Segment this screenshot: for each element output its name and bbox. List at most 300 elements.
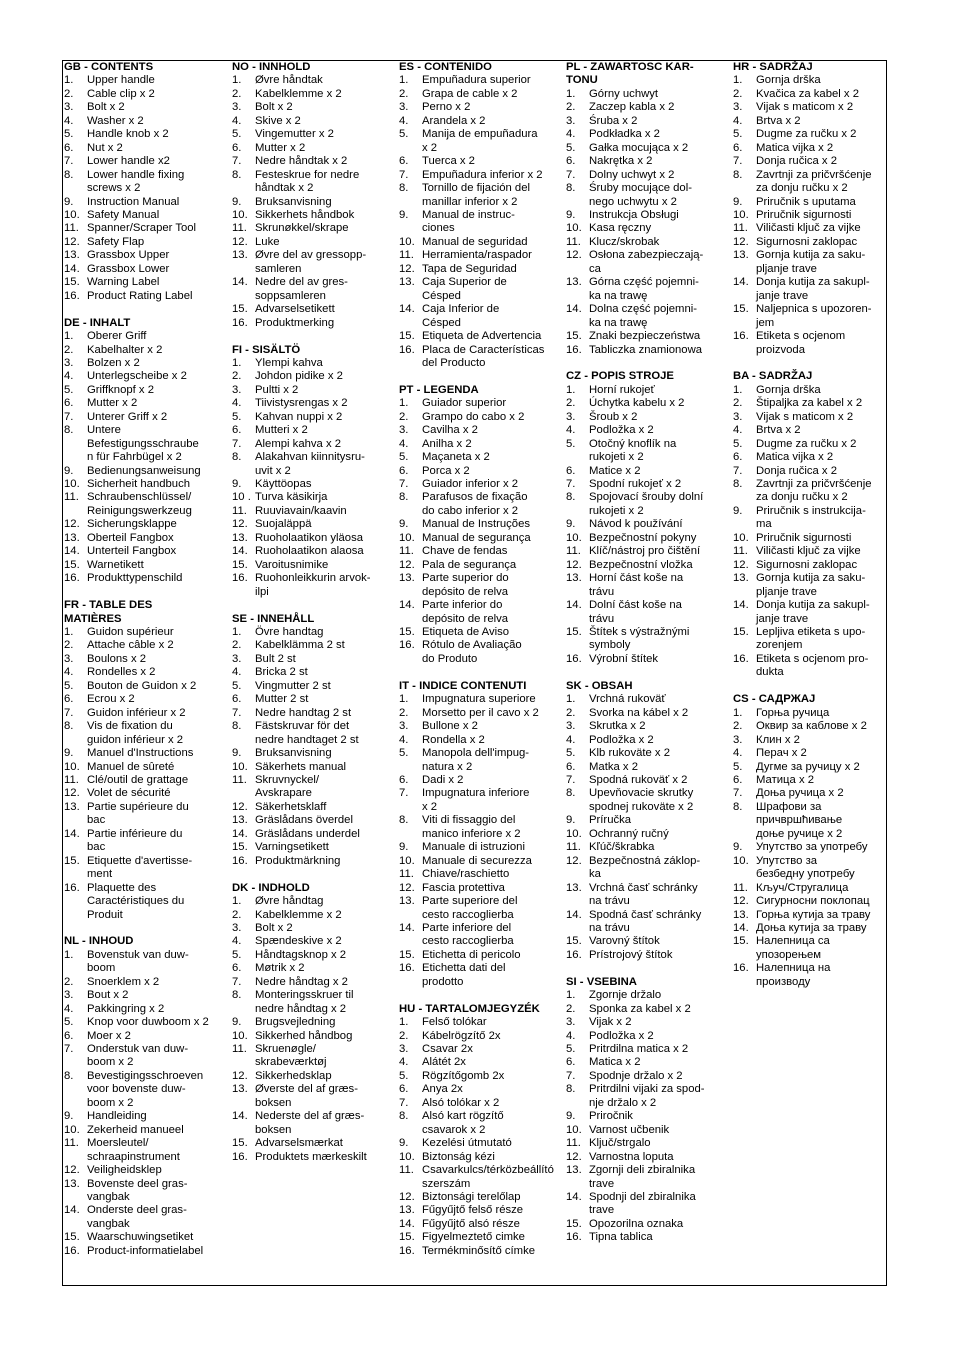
list-item <box>230 1043 392 1070</box>
list-item <box>230 909 392 922</box>
list-item <box>230 774 392 801</box>
list-item <box>564 101 726 114</box>
item-number: 14. <box>399 1217 415 1230</box>
item-number: 4. <box>232 666 242 679</box>
list-item <box>397 1070 559 1083</box>
item-label: Śruby mocujące dol- nego uchwytu x 2 <box>589 182 692 208</box>
list-item <box>62 720 224 747</box>
list-item <box>62 384 224 397</box>
item-number: 4. <box>232 935 242 948</box>
item-label: Spodná časť schránky na trávu <box>589 908 702 934</box>
item-label: Podkładka x 2 <box>589 128 660 141</box>
item-label: Produktets mærkeskilt <box>255 1150 367 1163</box>
item-number: 11. <box>566 235 581 248</box>
item-number: 4. <box>64 666 74 679</box>
list-item <box>397 774 559 787</box>
item-number: 8. <box>399 814 409 827</box>
list-item <box>564 814 726 827</box>
item-label: Vingmutter 2 st <box>255 679 331 692</box>
contents-section <box>564 61 726 357</box>
list-item <box>397 1231 559 1244</box>
item-number: 6. <box>566 1056 576 1069</box>
item-label: Dadi x 2 <box>422 773 464 786</box>
item-number: 12. <box>399 558 415 571</box>
item-number: 9. <box>64 195 74 208</box>
item-number: 15. <box>64 558 80 571</box>
list-item <box>62 1043 224 1070</box>
list-item <box>230 128 392 141</box>
list-item <box>397 1204 559 1217</box>
item-label: Chiave/raschietto <box>422 868 510 881</box>
item-label: Ruohonleikkurin arvok- ilpi <box>255 572 371 598</box>
item-number: 1. <box>399 693 409 706</box>
list-item <box>564 1083 726 1110</box>
item-number: 5. <box>566 1043 576 1056</box>
item-number: 1. <box>64 626 74 638</box>
item-number: 15. <box>566 330 582 343</box>
item-number: 14. <box>64 827 80 840</box>
item-label: Bullone x 2 <box>422 720 478 733</box>
item-label: Viličasti ključ za vijke <box>756 222 861 235</box>
item-number: 14. <box>566 599 582 612</box>
item-number: 3. <box>399 424 409 437</box>
list-item <box>230 855 392 868</box>
item-number: 14. <box>733 276 749 289</box>
list-item <box>62 101 224 114</box>
item-number: 15. <box>399 1231 415 1244</box>
item-label: Dugme za ručku x 2 <box>756 437 857 450</box>
item-number: 5. <box>232 128 242 141</box>
list-item <box>62 478 224 491</box>
item-number: 9. <box>232 195 242 208</box>
item-label: Tuerca x 2 <box>422 155 475 168</box>
list-item <box>397 1083 559 1096</box>
item-label: Övre handtag <box>255 626 324 638</box>
item-number: 1. <box>566 383 576 396</box>
item-label: Górna część pojemni- ka na trawę <box>589 276 699 302</box>
item-label: Alsó kart rögzítő csavarok x 2 <box>422 1110 504 1136</box>
list-item <box>564 1003 726 1016</box>
section-title: HR - SADRŽAJ <box>733 61 813 73</box>
list-item <box>397 1164 559 1191</box>
item-label: Kvačica za kabel x 2 <box>756 87 859 100</box>
item-label: Safety Flap <box>87 235 145 248</box>
item-label: Johdon pidike x 2 <box>255 370 343 383</box>
list-item <box>731 882 893 895</box>
section-title: FR - TABLE DES MATIÈRES <box>64 599 153 625</box>
item-number: 2. <box>232 908 242 921</box>
list-item <box>564 1191 726 1218</box>
list-item <box>62 128 224 141</box>
list-item <box>62 559 224 572</box>
item-number: 6. <box>733 451 743 464</box>
item-label: Warning Label <box>87 276 160 289</box>
item-label: Alsó tolókar x 2 <box>422 1096 500 1109</box>
item-label: Vingemutter x 2 <box>255 128 334 141</box>
item-number: 5. <box>399 128 409 141</box>
list-item <box>62 707 224 720</box>
contents-section <box>564 680 726 963</box>
item-label: Etiketa s ocjenom proizvoda <box>756 330 846 356</box>
item-number: 5. <box>733 437 743 450</box>
list-item <box>564 774 726 787</box>
item-label: Spodní rukojeť x 2 <box>589 478 682 491</box>
item-label: Gräslådans underdel <box>255 827 360 840</box>
section-title: SI - VSEBINA <box>566 975 637 988</box>
list-item <box>731 88 893 101</box>
list-item <box>564 169 726 182</box>
item-label: Upper handle <box>87 74 155 87</box>
list-item <box>62 276 224 289</box>
list-item <box>62 263 224 276</box>
section-title: BA - SADRŽAJ <box>733 370 813 383</box>
item-number: 10. <box>399 235 415 248</box>
item-label: Øverste del af græs- boksen <box>255 1083 358 1109</box>
item-number: 6. <box>232 141 242 154</box>
item-number: 4. <box>64 114 74 127</box>
item-label: Grassbox Upper <box>87 249 170 262</box>
item-number: 16. <box>566 652 582 665</box>
list-item <box>230 707 392 720</box>
list-item <box>397 182 559 209</box>
item-number: 16. <box>64 289 80 302</box>
list-item <box>230 438 392 451</box>
item-number: 16. <box>232 1150 248 1163</box>
item-label: Etiqueta de Aviso <box>422 626 510 639</box>
list-item <box>564 344 726 357</box>
list-item <box>731 855 893 882</box>
item-label: Untere Befestigungsschraube n für Fahrbügel x 2 <box>87 424 199 464</box>
item-label: Manuale di securezza <box>422 854 532 867</box>
item-number: 10. <box>733 208 749 221</box>
item-number: 5. <box>566 747 576 760</box>
item-label: Bezpečnostná záklop- ka <box>589 854 701 881</box>
item-label: Snoerklem x 2 <box>87 975 160 988</box>
list-item <box>230 962 392 975</box>
item-label: Säkerhets manual <box>255 760 347 773</box>
item-number: 9. <box>566 1110 576 1123</box>
list-item <box>62 1245 224 1258</box>
list-item <box>62 1164 224 1177</box>
list-item <box>397 155 559 168</box>
item-label: Warnetikett <box>87 558 144 571</box>
list-item <box>62 249 224 262</box>
item-label: Øvre del av gressopp- samleren <box>255 249 367 275</box>
section-title: DE - INHALT <box>64 316 131 329</box>
item-label: Kabelhalter x 2 <box>87 343 163 356</box>
item-number: 11. <box>733 545 748 558</box>
item-label: Boulons x 2 <box>87 652 147 665</box>
list-item <box>564 209 726 222</box>
list-item <box>397 209 559 236</box>
item-number: 8. <box>733 800 743 813</box>
item-label: Доња кутија за траву <box>756 921 867 934</box>
list-item <box>230 451 392 478</box>
list-item <box>731 559 893 572</box>
item-number: 13. <box>399 895 415 908</box>
contents-section <box>62 317 224 586</box>
item-label: Dolní část koše na trávu <box>589 599 682 625</box>
item-number: 1. <box>232 626 242 638</box>
item-label: Opozorilna oznaka <box>589 1217 684 1230</box>
item-label: Horní část koše na trávu <box>589 572 684 598</box>
item-label: Handle knob x 2 <box>87 128 169 141</box>
item-number: 6. <box>232 693 242 706</box>
item-number: 7. <box>399 1096 409 1109</box>
list-item <box>397 1218 559 1231</box>
item-number: 15. <box>232 841 248 854</box>
item-label: Горња ручица <box>756 706 830 719</box>
item-label: Veiligheidsklep <box>87 1164 162 1177</box>
list-item <box>62 74 224 87</box>
item-number: 4. <box>399 733 409 746</box>
item-number: 12. <box>232 235 248 248</box>
item-number: 5. <box>399 1069 409 1082</box>
list-item <box>564 222 726 235</box>
item-label: Biztonság kézi <box>422 1150 495 1163</box>
item-label: Bout x 2 <box>87 989 129 1002</box>
item-number: 10. <box>399 531 415 544</box>
list-item <box>397 424 559 437</box>
item-label: Bruksanvisning <box>255 195 332 208</box>
item-number: 14. <box>399 303 415 316</box>
list-item <box>230 989 392 1016</box>
item-label: Sikkerhed håndbog <box>255 1029 353 1042</box>
item-number: 7. <box>64 1043 74 1056</box>
item-number: 2. <box>566 1002 576 1015</box>
list-item <box>397 734 559 747</box>
list-item <box>564 882 726 909</box>
item-label: Alakahvan kiinnitysru- uvit x 2 <box>255 451 365 477</box>
item-label: Cavilha x 2 <box>422 424 478 437</box>
item-number: 11. <box>399 249 414 262</box>
item-number: 12. <box>64 787 80 800</box>
item-number: 2. <box>232 87 242 100</box>
list-item <box>230 841 392 854</box>
item-number: 5. <box>64 383 74 396</box>
item-label: Skive x 2 <box>255 114 301 127</box>
list-item <box>564 1137 726 1150</box>
item-label: Waarschuwingsetiket <box>87 1231 194 1244</box>
list-item <box>564 424 726 437</box>
list-item <box>62 1204 224 1231</box>
list-item <box>397 101 559 114</box>
item-number: 16. <box>399 639 415 652</box>
item-number: 7. <box>64 410 74 423</box>
list-item <box>397 949 559 962</box>
list-item <box>230 155 392 168</box>
item-label: Mutteri x 2 <box>255 424 308 437</box>
list-item <box>62 518 224 531</box>
list-item <box>397 1110 559 1137</box>
item-label: Upevňovacie skrutky spodnej rukoväte x 2 <box>589 787 694 813</box>
item-label: Plaquette des Caractéristiques du Produit <box>87 881 185 921</box>
item-number: 8. <box>399 182 409 195</box>
item-label: Nut x 2 <box>87 141 123 154</box>
item-label: Sigurnosni zaklopac <box>756 235 858 248</box>
item-number: 2. <box>64 975 74 988</box>
item-label: Termékminősítő címke <box>422 1244 535 1257</box>
item-number: 6. <box>566 760 576 773</box>
item-label: Ecrou x 2 <box>87 693 135 706</box>
list-item <box>731 572 893 599</box>
list-item <box>731 653 893 680</box>
item-number: 3. <box>566 114 576 127</box>
list-item <box>397 236 559 249</box>
list-item <box>62 465 224 478</box>
list-item <box>230 1070 392 1083</box>
list-item <box>397 1137 559 1150</box>
item-label: Priručnik s uputama <box>756 195 856 208</box>
item-label: Priručnik sigurnosti <box>756 208 852 221</box>
list-item <box>62 411 224 424</box>
item-label: Podložka x 2 <box>589 1029 654 1042</box>
item-number: 10. <box>733 531 749 544</box>
item-number: 16. <box>566 1231 582 1244</box>
item-number: 1. <box>566 693 576 706</box>
item-number: 12. <box>566 558 582 571</box>
list-item <box>62 115 224 128</box>
item-label: Bruksanvisning <box>255 747 332 760</box>
item-number: 15. <box>566 1217 582 1230</box>
list-item <box>62 653 224 666</box>
list-item <box>62 774 224 787</box>
item-number: 1. <box>64 330 74 343</box>
item-label: Rondella x 2 <box>422 733 485 746</box>
item-number: 15. <box>64 1231 80 1244</box>
contents-section <box>564 370 726 666</box>
item-number: 12. <box>64 518 80 531</box>
item-label: Empuñadura superior <box>422 74 531 87</box>
item-label: Skrunøkkel/skrape <box>255 222 349 235</box>
item-label: Varnostna loputa <box>589 1150 674 1163</box>
item-number: 12. <box>566 854 582 867</box>
item-number: 8. <box>232 451 242 464</box>
list-item <box>230 249 392 276</box>
item-number: 15. <box>733 626 749 639</box>
contents-section <box>230 882 392 1165</box>
list-item <box>731 411 893 424</box>
item-number: 6. <box>232 962 242 975</box>
item-number: 4. <box>399 437 409 450</box>
item-label: Csavar 2x <box>422 1043 473 1056</box>
item-number: 4. <box>733 114 743 127</box>
item-number: 7. <box>566 1069 576 1082</box>
item-label: Parafusos de fixação do cabo inferior x 2 <box>422 491 528 517</box>
list-item <box>731 115 893 128</box>
list-item <box>731 720 893 733</box>
list-item <box>230 1016 392 1029</box>
item-label: Luke <box>255 235 280 248</box>
item-number: 5. <box>733 128 743 141</box>
item-label: Guiador superior <box>422 397 507 410</box>
item-number: 16. <box>64 1244 80 1257</box>
item-label: Varnost učbenik <box>589 1123 670 1136</box>
section-title: SE - INNEHÅLL <box>232 612 315 625</box>
contents-section <box>564 976 726 1245</box>
list-item <box>564 182 726 209</box>
item-number: 6. <box>64 693 74 706</box>
item-number: 6. <box>566 155 576 168</box>
item-label: Produkttypenschild <box>87 572 183 585</box>
list-item <box>230 411 392 424</box>
item-label: Instrukcja Obsługi <box>589 208 679 221</box>
item-number: 15. <box>566 935 582 948</box>
list-item <box>397 720 559 733</box>
list-item <box>62 196 224 209</box>
item-number: 1. <box>399 397 409 410</box>
contents-section <box>230 61 392 330</box>
list-item <box>230 1110 392 1137</box>
list-item <box>564 949 726 962</box>
list-item <box>397 169 559 182</box>
list-item <box>731 895 893 908</box>
item-number: 4. <box>64 1002 74 1015</box>
item-number: 5. <box>399 451 409 464</box>
list-item <box>564 693 726 706</box>
list-item <box>564 1151 726 1164</box>
item-label: Fűgyűjtő felső része <box>422 1204 524 1217</box>
item-label: Herramienta/raspador <box>422 249 532 262</box>
item-label: Bovenste deel gras- vangbak <box>87 1177 188 1204</box>
item-number: 13. <box>566 276 582 289</box>
item-number: 15. <box>232 558 248 571</box>
item-label: Bolt x 2 <box>255 101 293 114</box>
item-label: Spodnje držalo x 2 <box>589 1069 683 1082</box>
list-item <box>62 370 224 383</box>
item-number: 10. <box>64 478 80 491</box>
list-item <box>62 639 224 652</box>
list-item <box>230 74 392 87</box>
item-number: 3. <box>733 101 743 114</box>
item-number: 14. <box>566 1191 582 1204</box>
item-number: 4. <box>399 1056 409 1069</box>
item-label: Partie supérieure du bac <box>87 800 189 827</box>
item-number: 8. <box>232 720 242 733</box>
item-label: Ylempi kahva <box>255 356 323 369</box>
list-item <box>230 1137 392 1150</box>
contents-section <box>731 370 893 679</box>
item-label: Fästskruvar för det nedre handtaget 2 st <box>255 720 359 746</box>
item-label: Tapa de Seguridad <box>422 262 517 275</box>
item-number: 3. <box>64 652 74 665</box>
list-item <box>62 1070 224 1110</box>
item-number: 3. <box>733 410 743 423</box>
list-item <box>397 411 559 424</box>
list-item <box>731 128 893 141</box>
list-item <box>62 1178 224 1205</box>
list-item <box>731 209 893 222</box>
item-number: 6. <box>64 141 74 154</box>
item-number: 14. <box>399 921 415 934</box>
list-item <box>564 303 726 330</box>
list-item <box>731 276 893 303</box>
list-item <box>731 330 893 357</box>
item-label: Zavrtnji za pričvršćenje za donju ručku x 2 <box>756 168 872 195</box>
contents-section <box>230 613 392 869</box>
list-item <box>230 1030 392 1043</box>
list-item <box>397 330 559 343</box>
list-item <box>564 1218 726 1231</box>
item-number: 12. <box>232 518 248 531</box>
item-number: 11. <box>399 1164 414 1177</box>
item-label: Bouton de Guidon x 2 <box>87 679 197 692</box>
item-number: 8. <box>64 424 74 437</box>
item-label: Матица x 2 <box>756 773 815 786</box>
item-label: Møtrik x 2 <box>255 962 305 975</box>
list-item <box>397 814 559 841</box>
item-label: Tiivistysrengas x 2 <box>255 397 348 410</box>
